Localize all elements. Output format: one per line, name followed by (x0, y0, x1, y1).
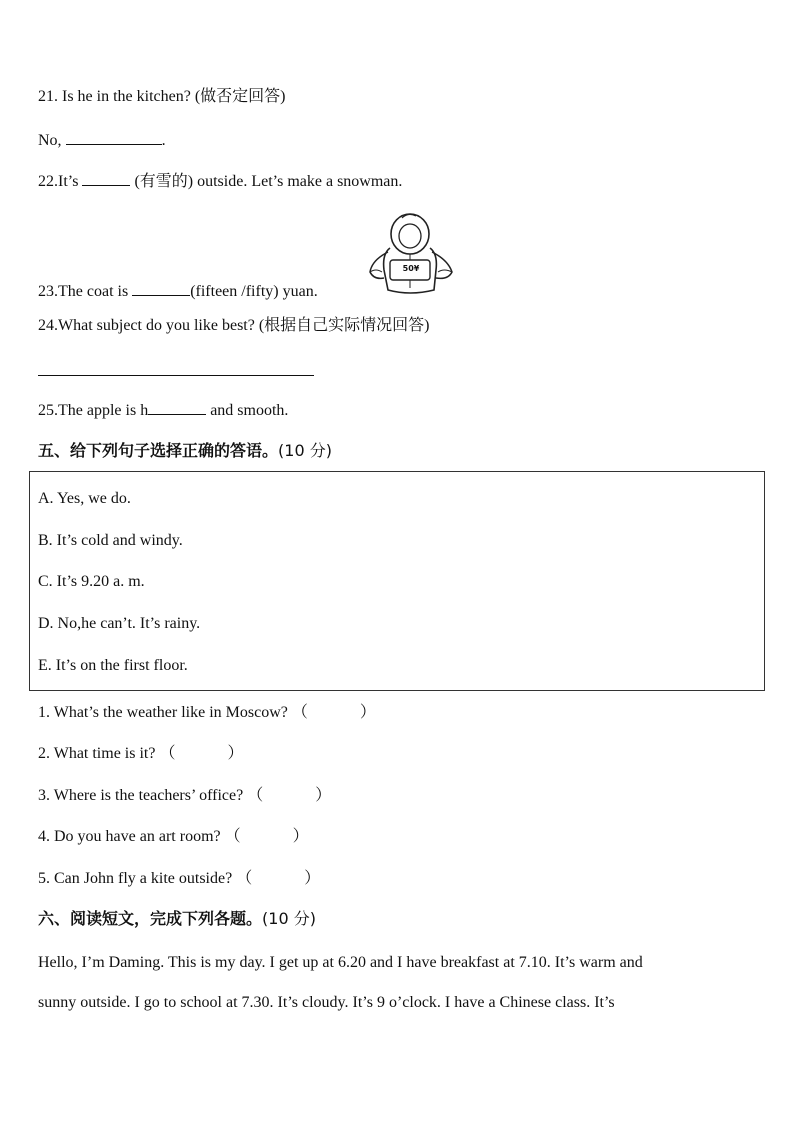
match-item-2 (38, 744, 244, 764)
section-6-score: (10 分) (262, 909, 316, 928)
match-item-3-answer[interactable]: （ ） (247, 787, 332, 804)
match-item-3 (38, 786, 331, 806)
section-6-heading (38, 909, 316, 929)
answer-24-line[interactable] (38, 375, 314, 376)
answer-21 (38, 130, 166, 151)
match-item-2-answer[interactable]: （ ） (159, 745, 244, 762)
question-23-suffix: (fifteen /fifty) yuan. (190, 283, 318, 300)
match-item-5-answer[interactable]: （ ） (236, 870, 321, 887)
price-tag-text: 50¥ (402, 264, 420, 273)
question-25 (38, 400, 288, 421)
passage-line-2: sunny outside. I go to school at 7.30. It’s cloudy. It’s 9 o’clock. I have a Chinese class. It’s (38, 994, 615, 1011)
passage-line-1: Hello, I’m Daming. This is my day. I get up at 6.20 and I have breakfast at 7.10. It’s warm and (38, 954, 643, 971)
match-item-1-text: 1. What’s the weather like in Moscow? (38, 704, 288, 721)
answer-21-suffix: . (161, 132, 166, 149)
question-25-prefix: 25.The apple is h (38, 402, 149, 419)
question-23-blank[interactable] (132, 281, 190, 296)
question-24 (38, 316, 430, 336)
question-25-suffix: and smooth. (206, 402, 289, 419)
question-21 (38, 87, 286, 107)
match-item-4 (38, 827, 309, 847)
answer-21-blank[interactable] (66, 130, 162, 145)
answer-21-prefix: No, (38, 132, 66, 149)
match-item-5-text: 5. Can John fly a kite outside? (38, 870, 233, 887)
option-e: E. It’s on the first floor. (38, 657, 188, 674)
question-22 (38, 171, 402, 192)
question-22-suffix: (有雪的) outside. Let’s make a snowman. (130, 173, 403, 190)
section-5-title: 五、给下列句子选择正确的答语。 (38, 441, 279, 460)
section-6-title: 六、阅读短文，完成下列各题。 (38, 909, 263, 928)
question-22-prefix: 22.It’s (38, 173, 83, 190)
match-item-1 (38, 703, 376, 723)
match-item-2-text: 2. What time is it? (38, 745, 156, 762)
match-item-5 (38, 869, 320, 889)
option-b: B. It’s cold and windy. (38, 532, 183, 549)
question-23 (38, 281, 318, 302)
question-24-text: 24.What subject do you like best? (根据自己实际情况回答) (38, 317, 430, 334)
option-a: A. Yes, we do. (38, 490, 131, 507)
section-5-heading (38, 441, 332, 461)
match-item-4-text: 4. Do you have an art room? (38, 828, 221, 845)
match-item-1-answer[interactable]: （ ） (291, 704, 376, 721)
section-5-score: (10 分) (278, 441, 332, 460)
match-item-4-answer[interactable]: （ ） (224, 828, 309, 845)
question-22-blank[interactable] (82, 171, 130, 186)
options-box (29, 471, 765, 691)
option-c: C. It’s 9.20 a. m. (38, 573, 145, 590)
question-21-text: 21. Is he in the kitchen? (做否定回答) (38, 88, 286, 105)
question-25-blank[interactable] (148, 400, 206, 415)
question-23-prefix: 23.The coat is (38, 283, 133, 300)
coat-illustration (364, 210, 456, 298)
match-item-3-text: 3. Where is the teachers’ office? (38, 787, 244, 804)
option-d: D. No,he can’t. It’s rainy. (38, 615, 201, 632)
